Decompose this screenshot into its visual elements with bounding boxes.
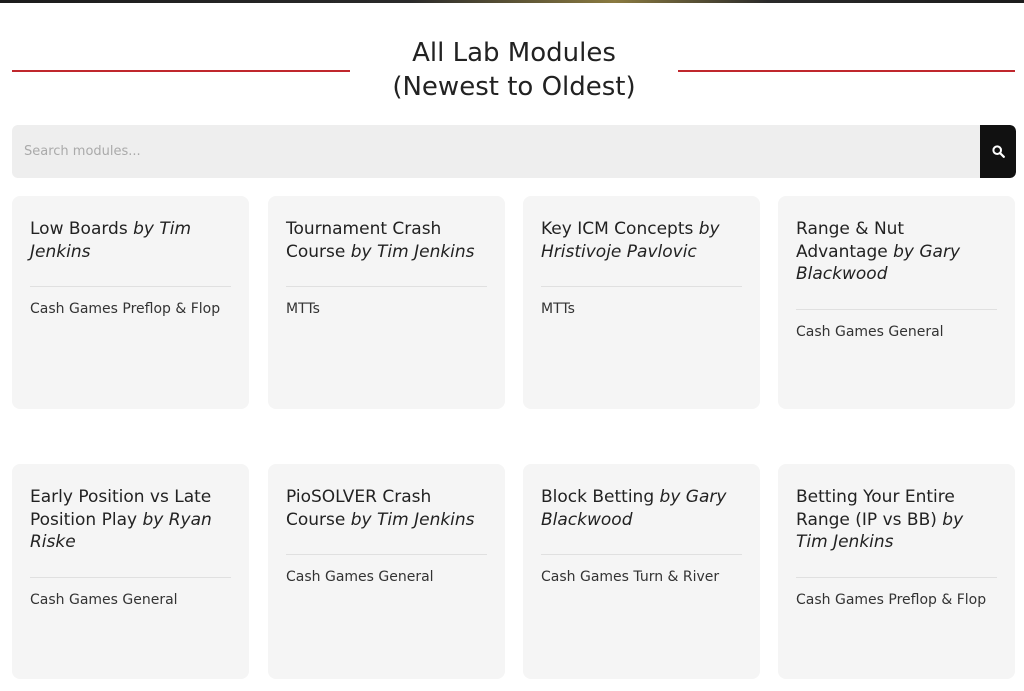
page-title-line1: All Lab Modules	[412, 38, 616, 68]
page-title	[350, 36, 678, 104]
card-divider	[541, 286, 742, 287]
module-author: by Gary Blackwood	[541, 487, 727, 530]
module-author: by Tim Jenkins	[796, 509, 964, 552]
module-title[interactable]	[541, 486, 742, 531]
card-divider	[286, 286, 487, 287]
header-rule-right	[678, 70, 1015, 72]
module-title[interactable]	[286, 218, 487, 263]
module-title[interactable]	[30, 486, 231, 554]
module-card[interactable]	[523, 464, 760, 679]
module-category[interactable]: Cash Games General	[796, 323, 944, 340]
card-divider	[796, 309, 997, 310]
module-category[interactable]: Cash Games General	[286, 569, 434, 585]
top-decorative-strip	[0, 0, 1024, 3]
search-icon	[992, 145, 1005, 158]
module-title-text: Low Boards	[30, 219, 128, 239]
module-category[interactable]: MTTs	[541, 301, 575, 317]
module-title-text: Key ICM Concepts	[541, 219, 694, 239]
card-divider	[541, 554, 742, 555]
module-author: by Hristivoje Pavlovic	[541, 219, 720, 262]
module-title-text: Early Position vs Late Position Play	[30, 487, 212, 530]
module-author: by Tim Jenkins	[350, 241, 475, 262]
module-category[interactable]: Cash Games Turn & River	[541, 569, 720, 585]
module-card[interactable]	[778, 464, 1015, 679]
module-title-text: Tournament Crash Course	[286, 219, 442, 262]
search-bar	[12, 125, 1016, 178]
module-author: by Gary Blackwood	[796, 241, 961, 284]
module-card[interactable]	[523, 196, 760, 409]
search-input[interactable]	[12, 125, 980, 178]
module-title[interactable]	[796, 486, 997, 554]
module-category[interactable]: Cash Games Preflop & Flop	[796, 591, 987, 608]
page-header	[0, 36, 1024, 108]
module-title[interactable]	[286, 486, 487, 531]
header-rule-left	[12, 70, 350, 72]
card-divider	[286, 554, 487, 555]
module-title[interactable]	[796, 218, 997, 286]
module-title-text: Betting Your Entire Range (IP vs BB)	[796, 487, 955, 530]
module-title-text: PioSOLVER Crash Course	[286, 487, 432, 530]
card-divider	[796, 577, 997, 578]
page-title-line2: (Newest to Oldest)	[392, 72, 636, 102]
search-button[interactable]	[980, 125, 1016, 178]
module-title[interactable]	[541, 218, 742, 263]
module-title[interactable]	[30, 218, 231, 263]
module-author: by Ryan Riske	[30, 509, 212, 552]
module-title-text: Range & Nut Advantage	[796, 219, 905, 262]
module-title-text: Block Betting	[541, 487, 655, 507]
card-divider	[30, 577, 231, 578]
module-category[interactable]: Cash Games Preflop & Flop	[30, 301, 221, 317]
module-category[interactable]: MTTs	[286, 301, 320, 317]
card-divider	[30, 286, 231, 287]
module-card[interactable]	[268, 196, 505, 409]
module-card[interactable]	[12, 464, 249, 679]
module-card[interactable]	[12, 196, 249, 409]
module-card[interactable]	[268, 464, 505, 679]
module-author: by Tim Jenkins	[30, 219, 192, 262]
module-card[interactable]	[778, 196, 1015, 409]
module-category[interactable]: Cash Games General	[30, 591, 178, 608]
module-author: by Tim Jenkins	[350, 509, 475, 530]
